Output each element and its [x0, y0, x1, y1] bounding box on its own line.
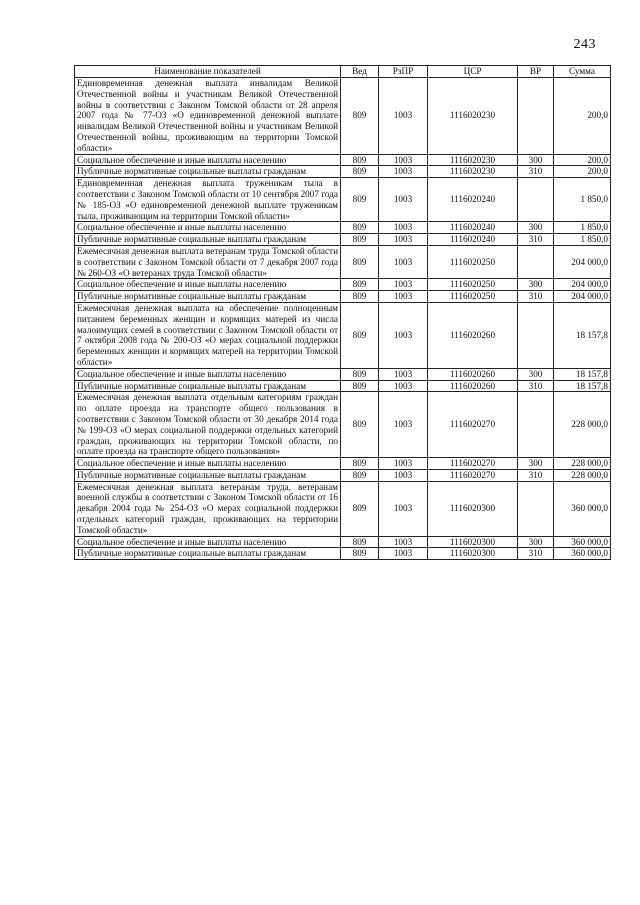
row-sum: 228 000,0 — [554, 469, 611, 481]
table-row — [75, 380, 611, 392]
budget-table — [74, 65, 611, 560]
row-sum: 1 850,0 — [554, 234, 611, 246]
row-sum: 18 157,8 — [554, 380, 611, 392]
row-ved: 809 — [341, 154, 379, 166]
row-name: Публичные нормативные социальные выплаты гражданам — [75, 469, 341, 481]
row-rzpr: 1003 — [379, 166, 428, 178]
row-ved: 809 — [341, 548, 379, 560]
row-rzpr: 1003 — [379, 548, 428, 560]
row-sum: 1 850,0 — [554, 222, 611, 234]
table-row — [75, 548, 611, 560]
row-vr: 310 — [518, 234, 554, 246]
row-name: Единовременная денежная выплата инвалидам Великой Отечественной войны и участникам Великой Отечественной войны в соответствии с Законом Томской области от 28 апреля 2007 года № 77-ОЗ «О единовременной денежной выплате инвалидам Великой Отечественной войны и участникам Великой Отечественной войны, проживающим на территории Томской области» — [75, 78, 341, 155]
row-csr: 1116020240 — [428, 234, 518, 246]
header-csr: ЦСР — [428, 66, 518, 78]
row-rzpr: 1003 — [379, 380, 428, 392]
table-header-row — [75, 66, 611, 78]
row-ved: 809 — [341, 380, 379, 392]
row-sum: 228 000,0 — [554, 392, 611, 458]
row-sum: 200,0 — [554, 154, 611, 166]
row-name: Публичные нормативные социальные выплаты гражданам — [75, 166, 341, 178]
row-rzpr: 1003 — [379, 291, 428, 303]
row-csr: 1116020260 — [428, 302, 518, 368]
row-sum: 204 000,0 — [554, 245, 611, 278]
row-ved: 809 — [341, 166, 379, 178]
table-row — [75, 154, 611, 166]
table-row — [75, 78, 611, 155]
row-sum: 360 000,0 — [554, 481, 611, 536]
row-csr: 1116020300 — [428, 548, 518, 560]
row-ved: 809 — [341, 178, 379, 222]
row-name: Социальное обеспечение и иные выплаты населению — [75, 222, 341, 234]
row-vr: 300 — [518, 154, 554, 166]
row-sum: 18 157,8 — [554, 368, 611, 380]
row-csr: 1116020300 — [428, 536, 518, 548]
row-rzpr: 1003 — [379, 154, 428, 166]
row-sum: 360 000,0 — [554, 548, 611, 560]
row-rzpr: 1003 — [379, 536, 428, 548]
page-number: 243 — [573, 37, 596, 52]
table-row — [75, 291, 611, 303]
row-rzpr: 1003 — [379, 222, 428, 234]
row-name: Публичные нормативные социальные выплаты гражданам — [75, 291, 341, 303]
row-csr: 1116020240 — [428, 222, 518, 234]
row-vr — [518, 178, 554, 222]
table-row — [75, 234, 611, 246]
row-sum: 204 000,0 — [554, 291, 611, 303]
table-row — [75, 392, 611, 458]
row-rzpr: 1003 — [379, 245, 428, 278]
row-vr: 300 — [518, 368, 554, 380]
row-name: Социальное обеспечение и иные выплаты населению — [75, 279, 341, 291]
row-name: Ежемесячная денежная выплата отдельным категориям граждан по оплате проезда на транспорте общего пользования в соответствии с Законом Томской области от 30 декабря 2014 года № 199-ОЗ «О мерах социальной поддержки отдельных категорий граждан, проживающих на территории Томской области, по оплате проезда на транспорте общего пользования» — [75, 392, 341, 458]
row-vr — [518, 481, 554, 536]
row-csr: 1116020260 — [428, 368, 518, 380]
row-vr: 300 — [518, 536, 554, 548]
table-row — [75, 458, 611, 470]
row-rzpr: 1003 — [379, 368, 428, 380]
row-sum: 18 157,8 — [554, 302, 611, 368]
row-rzpr: 1003 — [379, 78, 428, 155]
table-row — [75, 166, 611, 178]
row-vr: 310 — [518, 548, 554, 560]
row-vr: 310 — [518, 469, 554, 481]
row-ved: 809 — [341, 481, 379, 536]
row-vr — [518, 245, 554, 278]
header-sum: Сумма — [554, 66, 611, 78]
row-vr: 310 — [518, 291, 554, 303]
row-csr: 1116020230 — [428, 154, 518, 166]
row-vr — [518, 392, 554, 458]
row-csr: 1116020260 — [428, 380, 518, 392]
row-name: Социальное обеспечение и иные выплаты населению — [75, 536, 341, 548]
row-rzpr: 1003 — [379, 458, 428, 470]
table-row — [75, 245, 611, 278]
row-rzpr: 1003 — [379, 234, 428, 246]
row-csr: 1116020270 — [428, 392, 518, 458]
row-csr: 1116020250 — [428, 245, 518, 278]
row-csr: 1116020230 — [428, 166, 518, 178]
row-vr — [518, 302, 554, 368]
row-rzpr: 1003 — [379, 178, 428, 222]
row-sum: 228 000,0 — [554, 458, 611, 470]
row-ved: 809 — [341, 458, 379, 470]
row-ved: 809 — [341, 302, 379, 368]
row-name: Ежемесячная денежная выплата ветеранам труда, ветеранам военной службы в соответствии с Законом Томской области от 16 декабря 2004 года № 254-ОЗ «О мерах социальной поддержки отдельных категорий граждан, проживающих на территории Томской области» — [75, 481, 341, 536]
row-name: Публичные нормативные социальные выплаты гражданам — [75, 548, 341, 560]
header-rzpr: РзПР — [379, 66, 428, 78]
row-ved: 809 — [341, 78, 379, 155]
row-name: Социальное обеспечение и иные выплаты населению — [75, 368, 341, 380]
row-ved: 809 — [341, 279, 379, 291]
row-name: Публичные нормативные социальные выплаты гражданам — [75, 234, 341, 246]
row-csr: 1116020250 — [428, 291, 518, 303]
row-ved: 809 — [341, 392, 379, 458]
row-ved: 809 — [341, 368, 379, 380]
row-rzpr: 1003 — [379, 302, 428, 368]
row-sum: 200,0 — [554, 78, 611, 155]
table-row — [75, 302, 611, 368]
row-vr: 300 — [518, 458, 554, 470]
row-csr: 1116020270 — [428, 458, 518, 470]
table-row — [75, 368, 611, 380]
header-ved: Вед — [341, 66, 379, 78]
row-csr: 1116020230 — [428, 78, 518, 155]
row-rzpr: 1003 — [379, 279, 428, 291]
row-vr: 300 — [518, 222, 554, 234]
row-name: Ежемесячная денежная выплата на обеспечение полноценным питанием беременных женщин и кормящих матерей из числа малоимущих семей в соответствии с Законом Томской области от 7 октября 2008 года № 200-ОЗ «О мерах социальной поддержки беременных женщин и кормящих матерей на территории Томской области» — [75, 302, 341, 368]
table-row — [75, 279, 611, 291]
row-sum: 1 850,0 — [554, 178, 611, 222]
row-ved: 809 — [341, 291, 379, 303]
row-ved: 809 — [341, 222, 379, 234]
row-vr: 300 — [518, 279, 554, 291]
row-vr: 310 — [518, 166, 554, 178]
table-row — [75, 222, 611, 234]
row-rzpr: 1003 — [379, 392, 428, 458]
row-name: Социальное обеспечение и иные выплаты населению — [75, 458, 341, 470]
row-name: Единовременная денежная выплата труженикам тыла в соответствии с Законом Томской области от 10 сентября 2007 года № 185-ОЗ «О единовременной денежной выплате труженикам тыла, проживающим на территории Томской области» — [75, 178, 341, 222]
row-csr: 1116020270 — [428, 469, 518, 481]
header-vr: ВР — [518, 66, 554, 78]
row-csr: 1116020240 — [428, 178, 518, 222]
row-csr: 1116020250 — [428, 279, 518, 291]
row-name: Публичные нормативные социальные выплаты гражданам — [75, 380, 341, 392]
row-csr: 1116020300 — [428, 481, 518, 536]
row-sum: 200,0 — [554, 166, 611, 178]
row-rzpr: 1003 — [379, 481, 428, 536]
row-name: Ежемесячная денежная выплата ветеранам труда Томской области в соответствии с Законом Томской области от 7 декабря 2007 года № 260-ОЗ «О ветеранах труда Томской области» — [75, 245, 341, 278]
header-name: Наименование показателей — [75, 66, 341, 78]
table-row — [75, 178, 611, 222]
row-name: Социальное обеспечение и иные выплаты населению — [75, 154, 341, 166]
row-ved: 809 — [341, 469, 379, 481]
table-row — [75, 469, 611, 481]
row-vr: 310 — [518, 380, 554, 392]
row-sum: 204 000,0 — [554, 279, 611, 291]
row-ved: 809 — [341, 245, 379, 278]
row-vr — [518, 78, 554, 155]
row-ved: 809 — [341, 536, 379, 548]
row-rzpr: 1003 — [379, 469, 428, 481]
table-row — [75, 481, 611, 536]
table-row — [75, 536, 611, 548]
row-sum: 360 000,0 — [554, 536, 611, 548]
row-ved: 809 — [341, 234, 379, 246]
